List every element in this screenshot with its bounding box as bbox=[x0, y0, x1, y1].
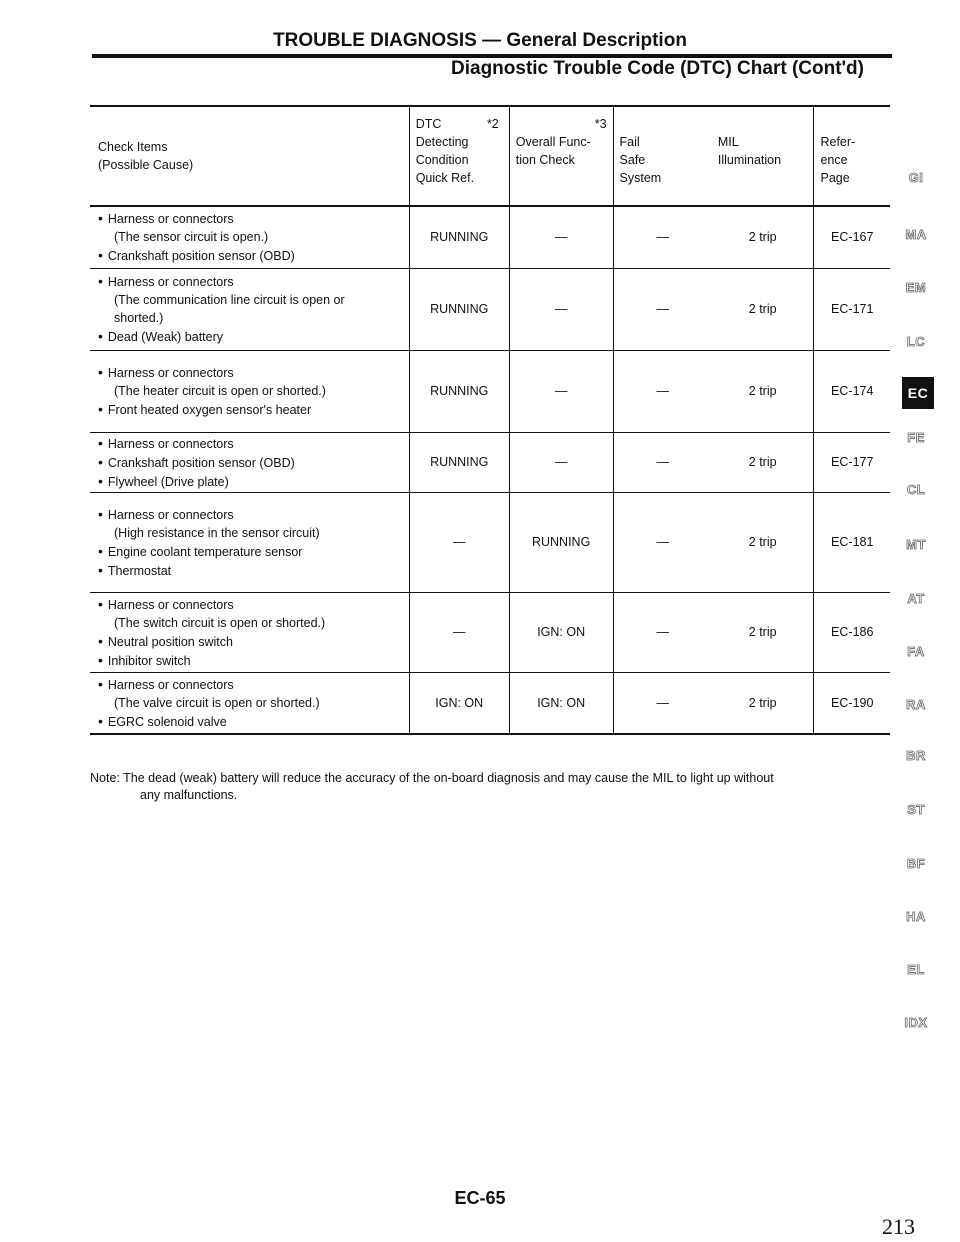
row-ref: EC-181 bbox=[814, 492, 890, 592]
row-causes: • Harness or connectors (The communication line circuit is open or shorted.) • Dead (Weak) battery bbox=[90, 268, 409, 350]
row-mil: 2 trip bbox=[748, 455, 777, 469]
page-code: EC-65 bbox=[454, 1188, 506, 1208]
row-mil: 2 trip bbox=[748, 625, 777, 639]
table-row bbox=[90, 672, 890, 734]
header-overall-function-check: *3 Overall Func- tion Check bbox=[509, 106, 613, 206]
header-dtc-detecting: DTC *2 Detecting Condition Quick Ref. bbox=[409, 106, 509, 206]
side-index-fa[interactable]: FA bbox=[907, 644, 925, 659]
row-dtc: — bbox=[409, 592, 509, 672]
row-overall: — bbox=[509, 268, 613, 350]
side-index-idx[interactable]: IDX bbox=[904, 1015, 928, 1030]
dtc-chart-table bbox=[90, 105, 890, 735]
side-index-at[interactable]: AT bbox=[907, 591, 925, 606]
row-mil: 2 trip bbox=[748, 695, 777, 710]
row-fail-safe: — bbox=[613, 492, 712, 592]
row-fail-safe: — bbox=[613, 268, 712, 350]
chart-title: Diagnostic Trouble Code (DTC) Chart (Cont'd) bbox=[451, 58, 864, 79]
side-index-cl[interactable]: CL bbox=[906, 482, 926, 497]
row-fail-safe: — bbox=[613, 350, 712, 432]
table-row bbox=[90, 206, 890, 268]
row-ref: EC-167 bbox=[814, 206, 890, 268]
row-overall: — bbox=[509, 432, 613, 492]
side-index-ma[interactable]: MA bbox=[905, 227, 927, 242]
side-index-bf[interactable]: BF bbox=[906, 856, 926, 871]
row-mil: 2 trip bbox=[748, 230, 777, 245]
row-ref: EC-190 bbox=[814, 672, 890, 734]
row-dtc: — bbox=[409, 492, 509, 592]
side-index-fe[interactable]: FE bbox=[907, 430, 925, 445]
section-title: TROUBLE DIAGNOSIS — General Description bbox=[273, 30, 687, 51]
row-causes: • Harness or connectors (The valve circuit is open or shorted.) • EGRC solenoid valve bbox=[90, 672, 409, 734]
row-causes: • Harness or connectors • Crankshaft position sensor (OBD) • Flywheel (Drive plate) bbox=[90, 432, 409, 492]
side-index-ec-active[interactable]: EC bbox=[902, 377, 934, 409]
row-causes: • Harness or connectors (The heater circuit is open or shorted.) • Front heated oxygen sensor's heater bbox=[90, 350, 409, 432]
battery-note: Note: The dead (weak) battery will reduce the accuracy of the on-board diagnosis and may cause the MIL to light up without any malfunctions. bbox=[90, 771, 774, 802]
row-causes: • Harness or connectors (The switch circuit is open or shorted.) • Neutral position switch • Inhibitor switch bbox=[90, 592, 409, 672]
header-reference-page: Refer- ence Page bbox=[814, 106, 890, 206]
row-ref: EC-171 bbox=[814, 268, 890, 350]
page-number: 213 bbox=[882, 1214, 915, 1239]
row-dtc: RUNNING bbox=[409, 432, 509, 492]
row-dtc: IGN: ON bbox=[409, 672, 509, 734]
row-ref: EC-186 bbox=[814, 592, 890, 672]
row-mil: 2 trip bbox=[748, 535, 777, 549]
row-dtc: RUNNING bbox=[409, 350, 509, 432]
header-check-items: Check Items (Possible Cause) bbox=[90, 106, 409, 206]
row-fail-safe: — bbox=[613, 672, 712, 734]
row-fail-safe: — bbox=[613, 206, 712, 268]
table-header-row bbox=[90, 106, 890, 206]
row-overall: — bbox=[509, 206, 613, 268]
row-fail-safe: — bbox=[613, 592, 712, 672]
side-index-br[interactable]: BR bbox=[906, 748, 926, 763]
side-index-ha[interactable]: HA bbox=[906, 909, 926, 924]
row-causes: • Harness or connectors (The sensor circuit is open.) • Crankshaft position sensor (OBD) bbox=[90, 206, 409, 268]
side-index-ra[interactable]: RA bbox=[906, 697, 926, 712]
side-index-em[interactable]: EM bbox=[905, 280, 927, 295]
row-overall: RUNNING bbox=[509, 492, 613, 592]
row-overall: IGN: ON bbox=[509, 672, 613, 734]
side-index-lc[interactable]: LC bbox=[906, 334, 926, 349]
row-ref: EC-177 bbox=[814, 432, 890, 492]
row-mil: 2 trip bbox=[748, 302, 777, 316]
row-overall: — bbox=[509, 350, 613, 432]
side-index-mt[interactable]: MT bbox=[906, 537, 926, 552]
row-dtc: RUNNING bbox=[409, 206, 509, 268]
table-row bbox=[90, 350, 890, 432]
row-causes: • Harness or connectors (High resistance in the sensor circuit) • Engine coolant temperature sensor • Thermostat bbox=[90, 492, 409, 592]
row-ref: EC-174 bbox=[814, 350, 890, 432]
table-row bbox=[90, 432, 890, 492]
row-mil: 2 trip bbox=[748, 384, 777, 398]
row-dtc: RUNNING bbox=[409, 268, 509, 350]
table-row bbox=[90, 492, 890, 592]
side-index-st[interactable]: ST bbox=[907, 802, 925, 817]
side-index-el[interactable]: EL bbox=[907, 962, 925, 977]
side-index-gi[interactable]: GI bbox=[908, 170, 924, 185]
row-overall: IGN: ON bbox=[509, 592, 613, 672]
table-row bbox=[90, 268, 890, 350]
header-fail-safe: Fail Safe System bbox=[613, 106, 712, 206]
row-fail-safe: — bbox=[613, 432, 712, 492]
header-mil-illumination: MIL Illumination bbox=[712, 106, 814, 206]
table-row bbox=[90, 592, 890, 672]
